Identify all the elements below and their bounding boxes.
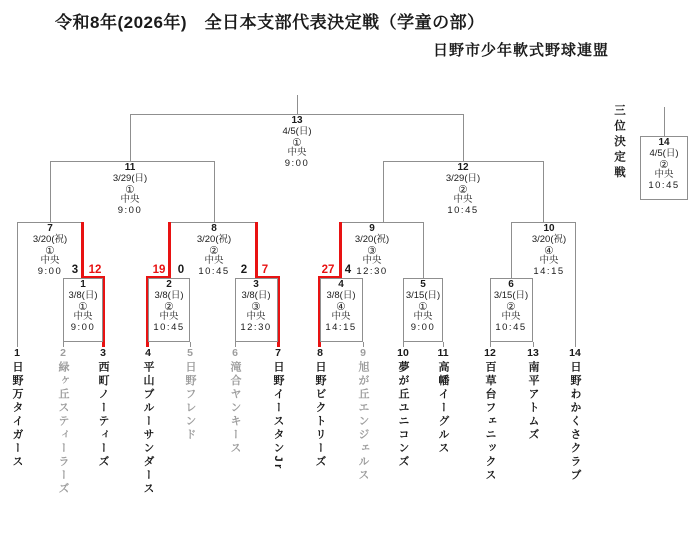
match-7-vn: 中央: [40, 255, 60, 267]
match-10-vn: 中央: [539, 255, 559, 267]
match-9-vn: 中央: [362, 255, 382, 267]
match-info-4: [303, 280, 379, 334]
match-11-no: 11: [124, 162, 136, 173]
match-1-gm: ①: [78, 300, 88, 313]
match-12-gm: ②: [458, 183, 468, 196]
team-name-6: 滝合ヤンキース: [229, 361, 241, 456]
match-10-tm: 14:15: [533, 266, 565, 278]
match-9-no: 9: [369, 223, 375, 234]
match-11-tm: 9:00: [117, 205, 143, 217]
match-3-vn: 中央: [246, 311, 266, 323]
page-title: 令和8年(2026年) 全日本支部代表決定戦（学童の部）: [55, 13, 485, 32]
team-number-8: 8: [317, 347, 323, 359]
team-number-12: 12: [484, 347, 496, 359]
winner-path-line: [168, 222, 171, 278]
match-2-score-right: 0: [177, 264, 185, 276]
match-14-vn: 中央: [654, 169, 674, 181]
match-6-no: 6: [508, 279, 514, 290]
team-number-11: 11: [437, 347, 449, 359]
match-7-no: 7: [47, 223, 53, 234]
match-5-vn: 中央: [413, 311, 433, 323]
match-4-gm: ④: [336, 300, 346, 313]
team-name-4: 平山ブルーサンダース: [142, 361, 154, 496]
match-14-dt: 4/5(日): [649, 147, 679, 159]
match-14-tm: 10:45: [648, 180, 680, 192]
match-info-10: [511, 224, 587, 278]
match-info-1: [45, 280, 121, 334]
match-8-tm: 10:45: [198, 266, 230, 278]
team-number-7: 7: [275, 347, 281, 359]
match-2-score-left: 19: [152, 264, 166, 276]
match-8-gm: ②: [209, 244, 219, 257]
match-5-dt: 3/15(日): [405, 289, 441, 301]
team-name-8: 日野ビクトリーズ: [314, 361, 326, 469]
match-info-12: [425, 163, 501, 217]
match-1-no: 1: [80, 279, 86, 290]
match-1-tm: 9:00: [70, 322, 96, 334]
bracket-line: [50, 161, 51, 223]
match-3-score-left: 2: [240, 264, 248, 276]
bracket-line: [214, 161, 215, 223]
team-number-13: 13: [527, 347, 539, 359]
match-6-vn: 中央: [501, 311, 521, 323]
match-12-vn: 中央: [453, 194, 473, 206]
team-name-2: 緑ヶ丘スティーラーズ: [57, 361, 69, 496]
match-info-13: [259, 116, 335, 170]
bracket-line: [543, 161, 544, 223]
team-number-2: 2: [60, 347, 66, 359]
match-4-tm: 14:15: [325, 322, 357, 334]
team-name-7: 日野イースタンJr: [272, 361, 284, 471]
bracket-line: [463, 114, 464, 162]
team-name-11: 高幡イーグルス: [437, 361, 449, 456]
match-3-no: 3: [253, 279, 259, 290]
team-name-14: 日野わかくさクラブ: [569, 361, 581, 483]
match-2-gm: ②: [164, 300, 174, 313]
organization-name: 日野市少年軟式野球連盟: [433, 42, 610, 59]
team-number-10: 10: [397, 347, 409, 359]
match-3-gm: ③: [251, 300, 261, 313]
team-name-1: 日野万タイガース: [11, 361, 23, 469]
match-4-dt: 3/8(日): [326, 289, 356, 301]
match-10-gm: ④: [544, 244, 554, 257]
match-6-dt: 3/15(日): [493, 289, 529, 301]
match-1-vn: 中央: [73, 311, 93, 323]
match-5-no: 5: [420, 279, 426, 290]
match-9-dt: 3/20(祝): [354, 233, 390, 245]
match-11-vn: 中央: [120, 194, 140, 206]
third-place-label: 三位決定戦: [613, 104, 625, 182]
match-info-3: [218, 280, 294, 334]
match-3-score-right: 7: [261, 264, 269, 276]
match-11-gm: ①: [125, 183, 135, 196]
match-5-gm: ①: [418, 300, 428, 313]
team-number-9: 9: [360, 347, 366, 359]
match-9-tm: 12:30: [356, 266, 388, 278]
match-12-tm: 10:45: [447, 205, 479, 217]
match-4-score-left: 27: [321, 264, 335, 276]
match-3-dt: 3/8(日): [241, 289, 271, 301]
match-info-2: [131, 280, 207, 334]
match-4-vn: 中央: [331, 311, 351, 323]
team-name-3: 西町ノーティーズ: [97, 361, 109, 469]
match-13-dt: 4/5(日): [282, 125, 312, 137]
bracket-line: [341, 222, 424, 223]
team-number-1: 1: [14, 347, 20, 359]
match-5-tm: 9:00: [410, 322, 436, 334]
match-info-11: [92, 163, 168, 217]
match-8-no: 8: [211, 223, 217, 234]
match-12-no: 12: [457, 162, 469, 173]
match-7-tm: 9:00: [37, 266, 63, 278]
match-13-gm: ①: [292, 136, 302, 149]
match-2-dt: 3/8(日): [154, 289, 184, 301]
bracket-line: [423, 222, 424, 279]
match-7-dt: 3/20(祝): [32, 233, 68, 245]
bracket-line: [130, 114, 131, 162]
match-2-tm: 10:45: [153, 322, 185, 334]
match-8-vn: 中央: [204, 255, 224, 267]
match-13-tm: 9:00: [284, 158, 310, 170]
match-9-gm: ③: [367, 244, 377, 257]
bracket-line: [664, 107, 665, 136]
match-info-5: [385, 280, 461, 334]
bracket-line: [383, 161, 384, 223]
team-number-3: 3: [100, 347, 106, 359]
team-name-10: 夢が丘ユニコンズ: [397, 361, 409, 469]
bracket-line: [297, 95, 298, 115]
match-4-score-right: 4: [344, 264, 352, 276]
match-8-dt: 3/20(祝): [196, 233, 232, 245]
match-13-vn: 中央: [287, 147, 307, 159]
team-number-5: 5: [187, 347, 193, 359]
team-name-12: 百草台フェニックス: [484, 361, 496, 483]
match-14-no: 14: [658, 137, 670, 148]
match-13-no: 13: [291, 115, 303, 126]
match-10-no: 10: [543, 223, 555, 234]
team-name-9: 旭が丘エンジェルス: [357, 361, 369, 483]
match-1-score-left: 3: [71, 264, 79, 276]
match-12-dt: 3/29(日): [445, 172, 481, 184]
match-6-gm: ②: [506, 300, 516, 313]
team-number-4: 4: [145, 347, 151, 359]
match-3-tm: 12:30: [240, 322, 272, 334]
match-2-no: 2: [166, 279, 172, 290]
match-2-vn: 中央: [159, 311, 179, 323]
team-name-5: 日野フレンド: [184, 361, 196, 442]
team-number-14: 14: [569, 347, 581, 359]
match-11-dt: 3/29(日): [112, 172, 148, 184]
winner-path-line: [255, 222, 258, 278]
match-7-gm: ①: [45, 244, 55, 257]
match-10-dt: 3/20(祝): [531, 233, 567, 245]
match-1-score-right: 12: [88, 264, 102, 276]
team-name-13: 南平アトムズ: [527, 361, 539, 442]
match-6-tm: 10:45: [495, 322, 527, 334]
match-info-14: [626, 138, 700, 192]
match-1-dt: 3/8(日): [68, 289, 98, 301]
team-number-6: 6: [232, 347, 238, 359]
match-14-gm: ②: [659, 158, 669, 171]
match-info-6: [473, 280, 549, 334]
match-4-no: 4: [338, 279, 344, 290]
